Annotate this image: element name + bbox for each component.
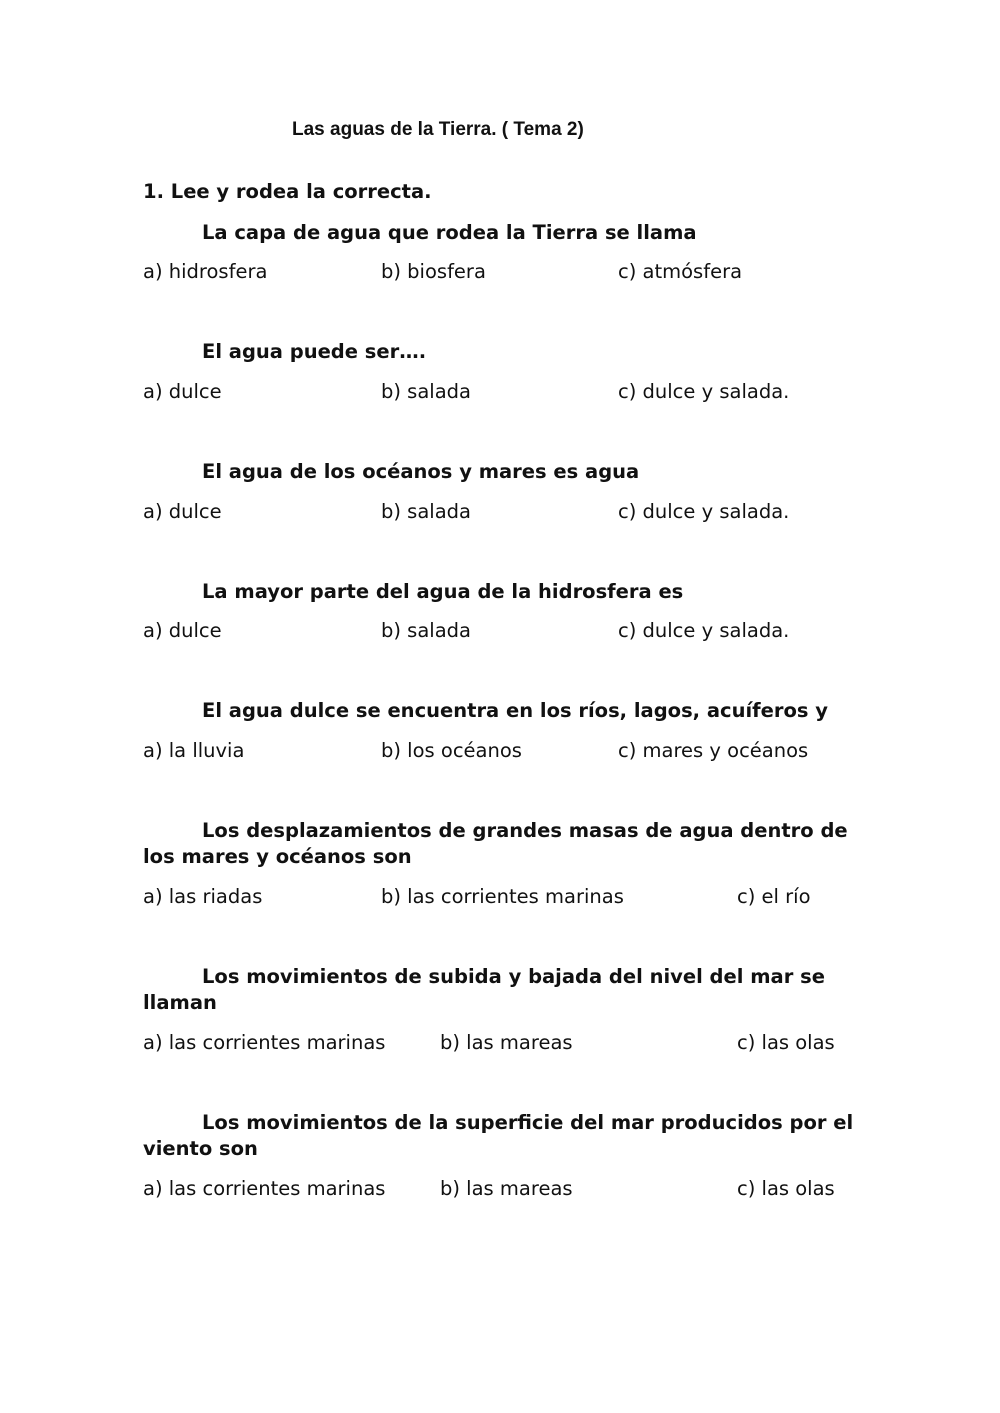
question-2-option-b[interactable]: b) salada bbox=[381, 380, 471, 403]
question-5-option-c[interactable]: c) mares y océanos bbox=[618, 739, 809, 762]
question-3-option-c[interactable]: c) dulce y salada. bbox=[618, 500, 790, 523]
question-6-option-a[interactable]: a) las riadas bbox=[143, 885, 263, 908]
question-5: El agua dulce se encuentra en los ríos, lagos, acuíferos y bbox=[202, 699, 828, 722]
question-5-option-b[interactable]: b) los océanos bbox=[381, 739, 522, 762]
question-1-option-b[interactable]: b) biosfera bbox=[381, 260, 486, 283]
question-3-option-b[interactable]: b) salada bbox=[381, 500, 471, 523]
question-1-option-a[interactable]: a) hidrosfera bbox=[143, 260, 268, 283]
question-6: Los desplazamientos de grandes masas de agua dentro de los mares y océanos son bbox=[143, 819, 848, 868]
question-4-option-b[interactable]: b) salada bbox=[381, 619, 471, 642]
question-8: Los movimientos de la superficie del mar producidos por el viento son bbox=[143, 1111, 854, 1160]
question-7-option-c[interactable]: c) las olas bbox=[737, 1031, 835, 1054]
question-4: La mayor parte del agua de la hidrosfera es bbox=[202, 580, 684, 603]
question-7-option-a[interactable]: a) las corrientes marinas bbox=[143, 1031, 386, 1054]
question-2-option-c[interactable]: c) dulce y salada. bbox=[618, 380, 790, 403]
question-8-option-a[interactable]: a) las corrientes marinas bbox=[143, 1177, 386, 1200]
question-8-option-c[interactable]: c) las olas bbox=[737, 1177, 835, 1200]
question-2-option-a[interactable]: a) dulce bbox=[143, 380, 222, 403]
question-1: La capa de agua que rodea la Tierra se llama bbox=[202, 221, 697, 244]
question-4-option-a[interactable]: a) dulce bbox=[143, 619, 222, 642]
question-4-option-c[interactable]: c) dulce y salada. bbox=[618, 619, 790, 642]
question-6-option-b[interactable]: b) las corrientes marinas bbox=[381, 885, 624, 908]
question-3-option-a[interactable]: a) dulce bbox=[143, 500, 222, 523]
question-1-option-c[interactable]: c) atmósfera bbox=[618, 260, 743, 283]
question-7-option-b[interactable]: b) las mareas bbox=[440, 1031, 573, 1054]
page-title: Las aguas de la Tierra. ( Tema 2) bbox=[292, 119, 584, 140]
question-2: El agua puede ser…. bbox=[202, 340, 427, 363]
question-8-option-b[interactable]: b) las mareas bbox=[440, 1177, 573, 1200]
exercise-heading: 1. Lee y rodea la correcta. bbox=[143, 180, 432, 203]
question-6-option-c[interactable]: c) el río bbox=[737, 885, 811, 908]
question-7: Los movimientos de subida y bajada del nivel del mar se llaman bbox=[143, 965, 825, 1014]
question-3: El agua de los océanos y mares es agua bbox=[202, 460, 640, 483]
question-5-option-a[interactable]: a) la lluvia bbox=[143, 739, 245, 762]
